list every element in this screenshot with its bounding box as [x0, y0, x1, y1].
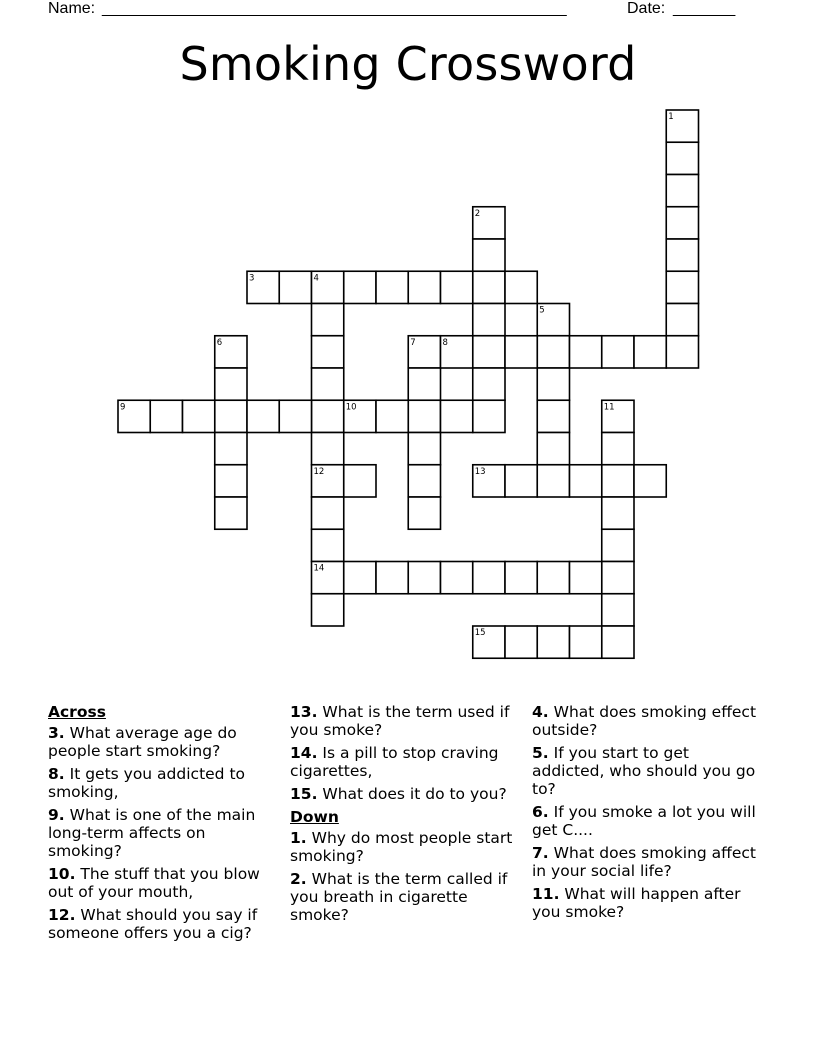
- grid-cell[interactable]: [602, 465, 634, 497]
- grid-cell[interactable]: [344, 271, 376, 303]
- grid-cell[interactable]: [312, 368, 344, 400]
- clue-across-13: [290, 703, 522, 739]
- grid-cell[interactable]: [570, 626, 602, 658]
- clue-across-15: [290, 785, 522, 803]
- clue-number: 8.: [48, 765, 65, 783]
- clue-text: What does smoking affect in your social life?: [532, 844, 756, 880]
- clue-text: Is a pill to stop craving cigarettes,: [290, 744, 499, 780]
- cell-number: 8: [442, 337, 448, 348]
- grid-cell[interactable]: [537, 400, 569, 432]
- clue-text: What average age do people start smoking?: [48, 724, 237, 760]
- cell-number: 15: [474, 628, 486, 638]
- clue-text: What does smoking effect outside?: [532, 703, 757, 739]
- clue-text: If you smoke a lot you will get C....: [532, 803, 756, 839]
- clue-number: 4.: [532, 703, 549, 721]
- grid-cell[interactable]: [312, 433, 344, 465]
- grid-cell[interactable]: [602, 626, 634, 658]
- clue-down-4: [532, 703, 762, 739]
- clue-number: 7.: [532, 844, 549, 862]
- clue-text: What will happen after you smoke?: [532, 885, 741, 921]
- grid-cell[interactable]: [505, 626, 537, 658]
- cell-number: 12: [313, 466, 325, 477]
- grid-cell[interactable]: [505, 465, 537, 497]
- grid-cell[interactable]: [634, 465, 666, 497]
- down-heading: Down: [290, 808, 339, 826]
- grid-cell[interactable]: [441, 271, 473, 303]
- grid-cell[interactable]: [602, 594, 634, 626]
- clue-text: What is the term called if you breath in cigarette smoke?: [290, 870, 508, 924]
- grid-cell[interactable]: [215, 400, 247, 432]
- clue-across-3: [48, 724, 278, 760]
- grid-cell[interactable]: [376, 562, 408, 594]
- clue-text: It gets you addicted to smoking,: [48, 765, 246, 801]
- grid-cell[interactable]: [634, 336, 666, 368]
- page-title: Smoking Crossword: [179, 37, 637, 91]
- grid-cell[interactable]: [537, 465, 569, 497]
- cell-number: 13: [474, 466, 486, 477]
- cell-number: 9: [120, 402, 126, 413]
- clue-number: 3.: [48, 724, 65, 742]
- grid-cell[interactable]: [247, 400, 279, 432]
- grid-cell[interactable]: [408, 465, 440, 497]
- clue-down-1: [290, 829, 522, 865]
- grid-cell[interactable]: [215, 368, 247, 400]
- clue-down-5: [532, 744, 762, 798]
- grid-cell[interactable]: [376, 400, 408, 432]
- grid-cell[interactable]: [312, 529, 344, 561]
- grid-cell[interactable]: [376, 271, 408, 303]
- grid-cell[interactable]: [505, 271, 537, 303]
- cell-number: 1: [668, 112, 674, 122]
- grid-cell[interactable]: [441, 562, 473, 594]
- cell-number: 11: [603, 402, 615, 413]
- grid-cell[interactable]: [602, 529, 634, 561]
- grid-cell[interactable]: [473, 368, 505, 400]
- cell-number: 3: [249, 273, 255, 284]
- grid-cell[interactable]: [408, 271, 440, 303]
- grid-cell[interactable]: [473, 239, 505, 271]
- clue-number: 14.: [290, 744, 318, 762]
- grid-cell[interactable]: [666, 271, 698, 303]
- grid-cell[interactable]: [666, 175, 698, 207]
- grid-cell[interactable]: [344, 465, 376, 497]
- grid-cell[interactable]: [570, 336, 602, 368]
- cell-number: 5: [539, 305, 545, 316]
- grid-cell[interactable]: [666, 304, 698, 336]
- grid-cell[interactable]: [408, 368, 440, 400]
- clue-number: 6.: [532, 803, 549, 821]
- grid-cell[interactable]: [666, 336, 698, 368]
- grid-cell[interactable]: [537, 336, 569, 368]
- clues-column-3: [532, 700, 762, 926]
- grid-cell[interactable]: [215, 433, 247, 465]
- clue-number: 2.: [290, 870, 307, 888]
- clue-number: 9.: [48, 806, 65, 824]
- clues-column-1: [48, 700, 278, 947]
- clue-number: 5.: [532, 744, 549, 762]
- grid-cell[interactable]: [473, 304, 505, 336]
- clue-down-2: [290, 870, 522, 924]
- clue-text: The stuff that you blow out of your mouth,: [48, 865, 260, 901]
- grid-cell[interactable]: [505, 336, 537, 368]
- grid-cell[interactable]: [570, 562, 602, 594]
- clue-down-6: [532, 803, 762, 839]
- clue-number: 13.: [290, 703, 318, 721]
- clue-across-10: [48, 865, 278, 901]
- clue-across-8: [48, 765, 278, 801]
- date-label: Date:: [627, 0, 666, 17]
- clue-text: If you start to get addicted, who should you go to?: [532, 744, 756, 798]
- grid-cell[interactable]: [537, 368, 569, 400]
- cell-number: 10: [345, 402, 357, 413]
- clue-down-11: [532, 885, 762, 921]
- grid-cell[interactable]: [602, 497, 634, 529]
- grid-cell[interactable]: [473, 271, 505, 303]
- date-field[interactable]: _______: [673, 0, 736, 17]
- clue-text: Why do most people start smoking?: [290, 829, 513, 865]
- grid-cell[interactable]: [312, 336, 344, 368]
- grid-cell[interactable]: [312, 497, 344, 529]
- cell-number: 14: [313, 563, 325, 574]
- clues-column-2: [290, 700, 522, 929]
- grid-cell[interactable]: [666, 207, 698, 239]
- grid-cell[interactable]: [408, 562, 440, 594]
- grid-cell[interactable]: [602, 336, 634, 368]
- grid-cell[interactable]: [215, 465, 247, 497]
- grid-cell[interactable]: [279, 271, 311, 303]
- clue-text: What does it do to you?: [322, 785, 507, 803]
- grid-cell[interactable]: [183, 400, 215, 432]
- grid-cell[interactable]: [505, 562, 537, 594]
- clue-text: What is one of the main long-term affects on smoking?: [48, 806, 256, 860]
- grid-cell[interactable]: [408, 497, 440, 529]
- grid-cell[interactable]: [602, 433, 634, 465]
- clue-text: What is the term used if you smoke?: [290, 703, 510, 739]
- clue-across-12: [48, 906, 278, 942]
- grid-cell[interactable]: [473, 336, 505, 368]
- grid-cell[interactable]: [408, 400, 440, 432]
- grid-cell[interactable]: [570, 465, 602, 497]
- clue-across-14: [290, 744, 522, 780]
- grid-cell[interactable]: [312, 304, 344, 336]
- grid-cell[interactable]: [344, 562, 376, 594]
- grid-cell[interactable]: [473, 562, 505, 594]
- name-field[interactable]: ______________________________________________________: [102, 0, 567, 17]
- across-heading: Across: [48, 703, 106, 721]
- grid-cell[interactable]: [537, 626, 569, 658]
- grid-cell[interactable]: [215, 497, 247, 529]
- clue-number: 10.: [48, 865, 76, 883]
- grid-cell[interactable]: [666, 142, 698, 174]
- name-label: Name:: [48, 0, 96, 17]
- grid-cell[interactable]: [441, 400, 473, 432]
- grid-cell[interactable]: [312, 594, 344, 626]
- grid-cell[interactable]: [312, 400, 344, 432]
- clue-across-9: [48, 806, 278, 860]
- clue-number: 11.: [532, 885, 560, 903]
- clue-number: 12.: [48, 906, 76, 924]
- grid-cell[interactable]: [537, 433, 569, 465]
- grid-cell[interactable]: [537, 562, 569, 594]
- cell-number: 4: [313, 273, 319, 284]
- clue-down-7: [532, 844, 762, 880]
- cell-number: 6: [216, 337, 223, 348]
- grid-cell[interactable]: [408, 433, 440, 465]
- clue-text: What should you say if someone offers you a cig?: [48, 906, 258, 942]
- clue-number: 1.: [290, 829, 307, 847]
- clue-number: 15.: [290, 785, 318, 803]
- grid-cell[interactable]: [602, 562, 634, 594]
- cell-number: 7: [410, 337, 416, 348]
- grid-cell[interactable]: [279, 400, 311, 432]
- grid-cell[interactable]: [150, 400, 182, 432]
- grid-cell[interactable]: [473, 400, 505, 432]
- cell-number: 2: [474, 208, 481, 219]
- grid-cell[interactable]: [666, 239, 698, 271]
